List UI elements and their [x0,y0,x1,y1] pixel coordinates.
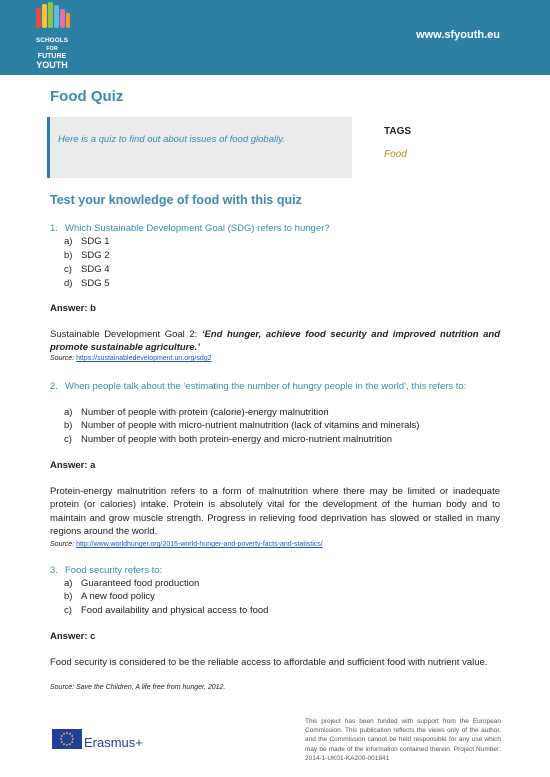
option-2c: c) Number of people with both protein-energy and micro-nutrient malnutrition [64,434,393,445]
option-2a: a) Number of people with protein (calorie)-energy malnutrition [64,407,329,418]
explanation-3: Food security is considered to be the reliable access to affordable and sufficient food with nutrient value. [50,657,488,668]
answer-1: Answer: b [50,303,96,314]
source-link-2[interactable]: http://www.worldhunger.org/2015-world-hunger-and-poverty-facts-and-statistics/ [76,541,323,548]
eu-flag-icon [52,729,82,749]
question-1 [50,222,330,235]
question-text: Which Sustainable Development Goal (SDG) refers to hunger? [65,223,330,234]
option-2b: b) Number of people with micro-nutrient malnutrition (lack of vitamins and minerals) [64,420,420,431]
svg-text:SCHOOLS: SCHOOLS [35,37,69,44]
question-number: 1. [50,223,58,234]
answer-2: Answer: a [50,460,96,471]
question-text: When people talk about the ‘estimating the number of hungry people in the world’, this refers to: [65,381,467,392]
source-3: Source: Save the Children, A life free from hunger, 2012. [50,684,226,691]
site-url-link[interactable]: www.sfyouth.eu [416,29,500,41]
intro-box [47,117,352,178]
explanation-2: Protein-energy malnutrition refers to a form of malnutrition where there may be limited or inadequate protein (or calories) intake. Protein is absolutely vital for the development of the human body and to maintain and grow muscle strength. Progress in relieving food deprivation has slowed or stalled in many regions around the world. [50,486,500,538]
source-2: Source: http://www.worldhunger.org/2015-world-hunger-and-poverty-facts-and-statistics/ [50,541,323,548]
question-number: 3. [50,565,58,576]
tag-food[interactable]: Food [384,149,407,160]
question-number: 2. [50,381,58,392]
intro-text: Here is a quiz to find out about issues of food globally. [58,134,285,145]
option-3c: c) Food availability and physical access to food [64,605,269,616]
option-1d: d) SDG 5 [64,278,110,289]
explanation-1: Sustainable Development Goal 2: ‘End hunger, achieve food security and improved nutrition and promote sustainable agriculture.’ [50,329,500,354]
option-1b: b) SDG 2 [64,250,110,261]
option-3a: a) Guaranteed food production [64,578,200,589]
question-3 [50,564,162,577]
footer-disclaimer: This project has been funded with support from the European Commission. This publication reflects the views only of the author, and the Commission cannot be held responsible for any use which may be made of the information contained therein. Project Number: 2014-1-UK01-KA200-001841 [305,718,501,762]
source-1: Source: https://sustainabledevelopment.un.org/sdg2 [50,355,212,362]
schools-for-future-youth-logo [30,0,76,75]
erasmus-plus-logo: Erasmus+ [84,735,143,750]
source-link-1[interactable]: https://sustainabledevelopment.un.org/sdg2 [76,355,212,362]
svg-text:FUTURE: FUTURE [37,53,67,60]
svg-text:FOR: FOR [46,46,58,52]
raised-hands-icon [36,2,70,28]
answer-3: Answer: c [50,631,96,642]
option-3b: b) A new food policy [64,591,155,602]
question-text: Food security refers to: [65,565,163,576]
option-1c: c) SDG 4 [64,264,110,275]
question-2 [50,380,515,393]
section-subtitle: Test your knowledge of food with this quiz [50,193,302,207]
svg-text:YOUTH: YOUTH [36,60,68,70]
option-1a: a) SDG 1 [64,236,110,247]
tags-label: TAGS [384,126,412,137]
page-title: Food Quiz [50,88,124,105]
